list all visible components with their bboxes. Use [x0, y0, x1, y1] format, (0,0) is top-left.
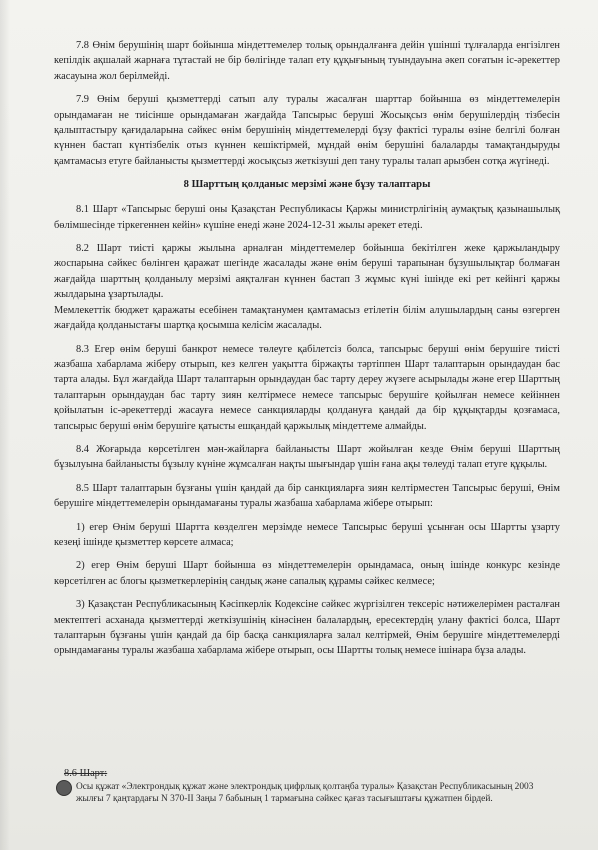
paragraph-8-5: 8.5 Шарт талаптарын бұзғаны үшін қандай да бір санкцияларға зиян келтірместен Тапсырыс беруші, Өнім берушіге міндеттемелерін орындамағаны туралы жазбаша хабарлама жібере отырып: — [54, 482, 560, 510]
footer-legal-text: Осы құжат «Электрондық құжат және электрондық цифрлық қолтаңба туралы» Қазақстан Республикасының 2003 жылғы 7 қаңтардағы N 370-II Заңы 7 бабының 1 тармағына сәйкес қағаз тасығыштағы құжатпен бірдей. — [76, 782, 534, 804]
paragraph-8-4: 8.4 Жоғарыда көрсетілген мән-жайларға байланысты Шарт жойылған кезде Өнім беруші Шарттың бұзылуына байланысты бұзылу күніне жұмсалған нақты шығындар үшін ғана ақы төлеуді талап етуге құқылы. — [54, 443, 560, 471]
section-8-heading: 8 Шарттың қолданыс мерзімі және бұзу талаптары — [183, 179, 431, 191]
paragraph-8-3: 8.3 Егер өнім беруші банкрот немесе төлеуге қабілетсіз болса, тапсырыс беруші өнім берушіге тиісті жазбаша хабарлама жіберу отырып, кез келген уақытта біржақты тәртіппен Шарт талаптарын орындаудан бас тарта алады. Бұл жағдайда Шарт талаптарын орындаудан бас тарту дереу жүзеге асырылады және егер Шарттың талаптарын орындаудан бас тарту зиян келтірмесе немесе тапсырыс берушіге қойылған немесе кейіннен қойылатын іс-әрекеттерді жасауға немесе санкцияларды қолдануға қандай да бір құқықтарды қозғамаса, тапсырыс беруші өнім берушіге қатысты ешқандай қаржылық міндеттеме алмайды. — [54, 343, 560, 432]
paragraph-7-9: 7.9 Өнім беруші қызметтерді сатып алу туралы жасалған шарттар бойынша өз міндеттемелерін орындамаған не тиісінше орындамаған жағдайда Тапсырыс беруші Жосықсыз өнім берушілердің тізбесін қалыптастыру қағидаларына сәйкес өнім берушінің міндеттемелерді бұзу фактісі туралы өзіне белгілі болған күннен бастап күнтізбелік отыз күннен кешіктірмей, мұндай өнім берушіні балаларды тамақтандыруды қамтамасыз етуге байланысты қызметтерді жосықсыз жеткізуші деп тану туралы талап арызбен сотқа жүгінеді. — [54, 94, 560, 167]
page-edge-shadow — [0, 0, 10, 850]
paragraph-8-5-item-3: 3) Қазақстан Республикасының Кәсіпкерлік Кодексіне сәйкес жүргізілген тексеріс нәтижелерімен расталған мектептегі асханада қызметтерді жеткізушінің кінәсінен балалардың, ересектердің улану фактісі болса, Шарт талаптарын бұзғаны үшін қандай да бір басқа санкцияларға залал келтірмей, Өнім берушіге міндеттемелерді орындамағаны туралы жазбаша хабарлама жібере отырып, осы Шартты толық немесе ішінара бұза алады. — [54, 599, 560, 657]
paragraph-7-8: 7.8 Өнім берушінің шарт бойынша міндеттемелер толық орындалғанға дейін үшінші тұлғаларда енгізілген кепілдік ақшалай жарнаға тұтастай не бір бөлігінде талап ету құқығының туындауына әкеп соғатын іс-әрекеттер жасауына жол берілмейді. — [54, 40, 560, 82]
paragraph-8-6-cut: 8.6 Шарт: — [64, 768, 108, 779]
paragraph-8-5-item-1: 1) егер Өнім беруші Шартта көзделген мерзімде немесе Тапсырыс беруші ұсынған осы Шартты ұзарту кезеңі ішінде қызметтер көрсете алмаса; — [54, 521, 560, 548]
paragraph-8-2-continued: Мемлекеттік бюджет қаражаты есебінен тамақтанумен қамтамасыз етілетін білім алушылардың саны өзгерген жағдайда қолданыстағы шартқа қосымша келісім жасалады. — [54, 304, 560, 332]
footer-note — [64, 768, 554, 805]
paragraph-8-1: 8.1 Шарт «Тапсырыс беруші оны Қазақстан Республикасы Қаржы министрлігінің аумақтық қазынашылық бөлімшесінде тіркегеннен кейін» күшіне енеді және 2024-12-31 жылы әрекет етеді. — [54, 204, 560, 231]
paragraph-8-5-item-2: 2) егер Өнім беруші Шарт бойынша өз міндеттемелерін орындамаса, оның ішінде конкурс кезінде көрсетілген ас блогы қызметкерлерінің сандық және сапалық құрамы сәйкес келмесе; — [54, 560, 560, 587]
paragraph-8-2: 8.2 Шарт тиісті қаржы жылына арналған міндеттемелер бойынша бекітілген жеке қаржыландыру жоспарына сәйкес бөлінген қаражат шегінде жасалады және өнім беруші тарапынан бұзушылықтар болмаған жағдайда шарттың қолданылу мерзімі аяқталған күннен бастап 3 жұмыс күні ішінде екі рет кейінгі қаржы жылдарына ұзартылады. — [54, 243, 560, 301]
